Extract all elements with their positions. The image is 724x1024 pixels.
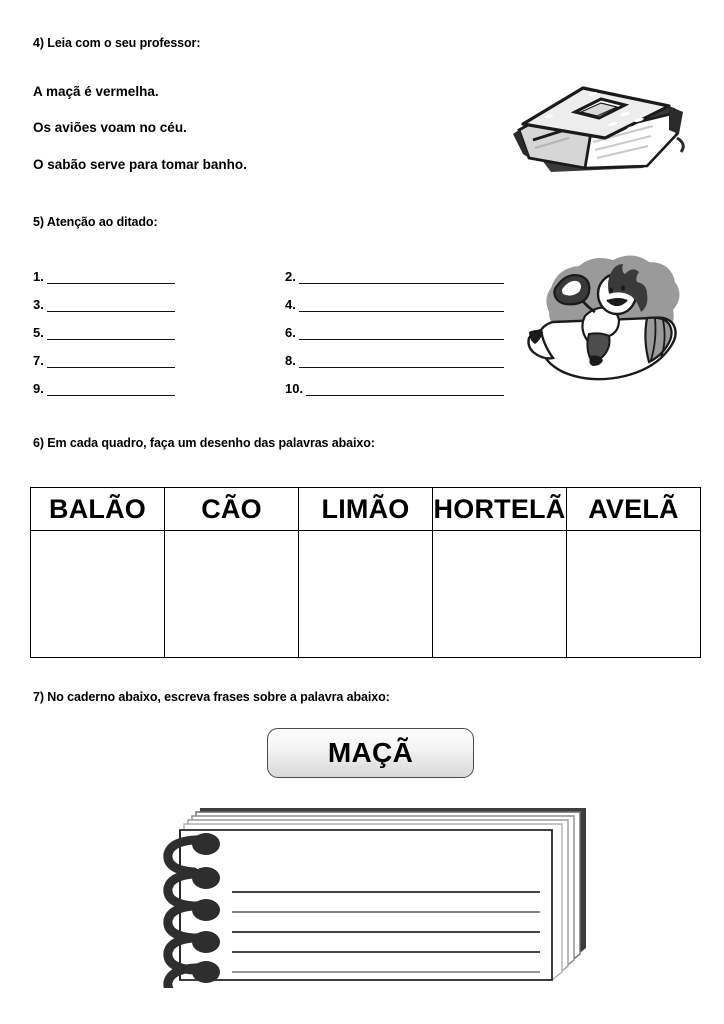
question-4-sentence-2: Os aviões voam no céu. xyxy=(33,120,187,135)
dictation-item[interactable] xyxy=(33,370,263,398)
question-4-title: 4) Leia com o seu professor: xyxy=(33,36,201,50)
dictation-item[interactable] xyxy=(285,286,515,314)
dictation-number: 1. xyxy=(33,269,44,284)
dictation-blank-line[interactable] xyxy=(47,283,175,284)
dictation-number: 4. xyxy=(285,297,296,312)
dictation-number: 3. xyxy=(33,297,44,312)
table-row xyxy=(31,531,701,658)
dictation-blank-line[interactable] xyxy=(47,367,175,368)
word-card-label: MAÇÃ xyxy=(327,737,414,768)
drawing-cell[interactable] xyxy=(567,531,701,658)
drawing-cell[interactable] xyxy=(433,531,567,658)
dictation-blank-line[interactable] xyxy=(306,395,504,396)
dictation-item[interactable] xyxy=(33,286,263,314)
question-4-sentence-1: A maçã é vermelha. xyxy=(33,84,159,99)
table-header-cell: LIMÃO xyxy=(299,488,433,531)
dictation-blank-line[interactable] xyxy=(299,283,504,284)
dictation-item[interactable] xyxy=(285,342,515,370)
book-icon xyxy=(493,68,698,193)
table-header-cell: CÃO xyxy=(165,488,299,531)
dictation-blank-line[interactable] xyxy=(299,367,504,368)
dictation-item[interactable] xyxy=(33,314,263,342)
question-5-title: 5) Atenção ao ditado: xyxy=(33,215,158,229)
question-7-title: 7) No caderno abaixo, escreva frases sobre a palavra abaixo: xyxy=(33,690,390,704)
word-card xyxy=(267,728,474,778)
dictation-blank-line[interactable] xyxy=(47,311,175,312)
drawing-table xyxy=(30,487,701,658)
dictation-item[interactable] xyxy=(33,342,263,370)
drawing-cell[interactable] xyxy=(299,531,433,658)
dictation-item[interactable] xyxy=(285,314,515,342)
dictation-blank-line[interactable] xyxy=(299,339,504,340)
dictation-blank-line[interactable] xyxy=(299,311,504,312)
dictation-item[interactable] xyxy=(285,370,515,398)
dictation-number: 8. xyxy=(285,353,296,368)
drawing-cell[interactable] xyxy=(165,531,299,658)
table-header-cell: AVELÃ xyxy=(567,488,701,531)
dictation-blank-line[interactable] xyxy=(47,395,175,396)
dictation-number: 9. xyxy=(33,381,44,396)
question-6-title: 6) Em cada quadro, faça um desenho das palavras abaixo: xyxy=(33,436,375,450)
table-header-row xyxy=(31,488,701,531)
dictation-number: 6. xyxy=(285,325,296,340)
spiral-notebook-icon xyxy=(140,788,590,988)
question-4-sentence-3: O sabão serve para tomar banho. xyxy=(33,157,247,172)
table-header-cell: BALÃO xyxy=(31,488,165,531)
dictation-number: 2. xyxy=(285,269,296,284)
dictation-number: 10. xyxy=(285,381,304,396)
dictation-number: 7. xyxy=(33,353,44,368)
dictation-item[interactable] xyxy=(33,258,263,286)
table-header-cell: HORTELÃ xyxy=(433,488,567,531)
dictation-blank-line[interactable] xyxy=(47,339,175,340)
dictation-number: 5. xyxy=(33,325,44,340)
dictation-column-left xyxy=(33,258,263,398)
dictation-answer-list xyxy=(33,258,523,396)
dictation-item[interactable] xyxy=(285,258,515,286)
drawing-cell[interactable] xyxy=(31,531,165,658)
boy-riding-pencil-icon xyxy=(521,254,701,392)
dictation-column-right xyxy=(285,258,515,398)
